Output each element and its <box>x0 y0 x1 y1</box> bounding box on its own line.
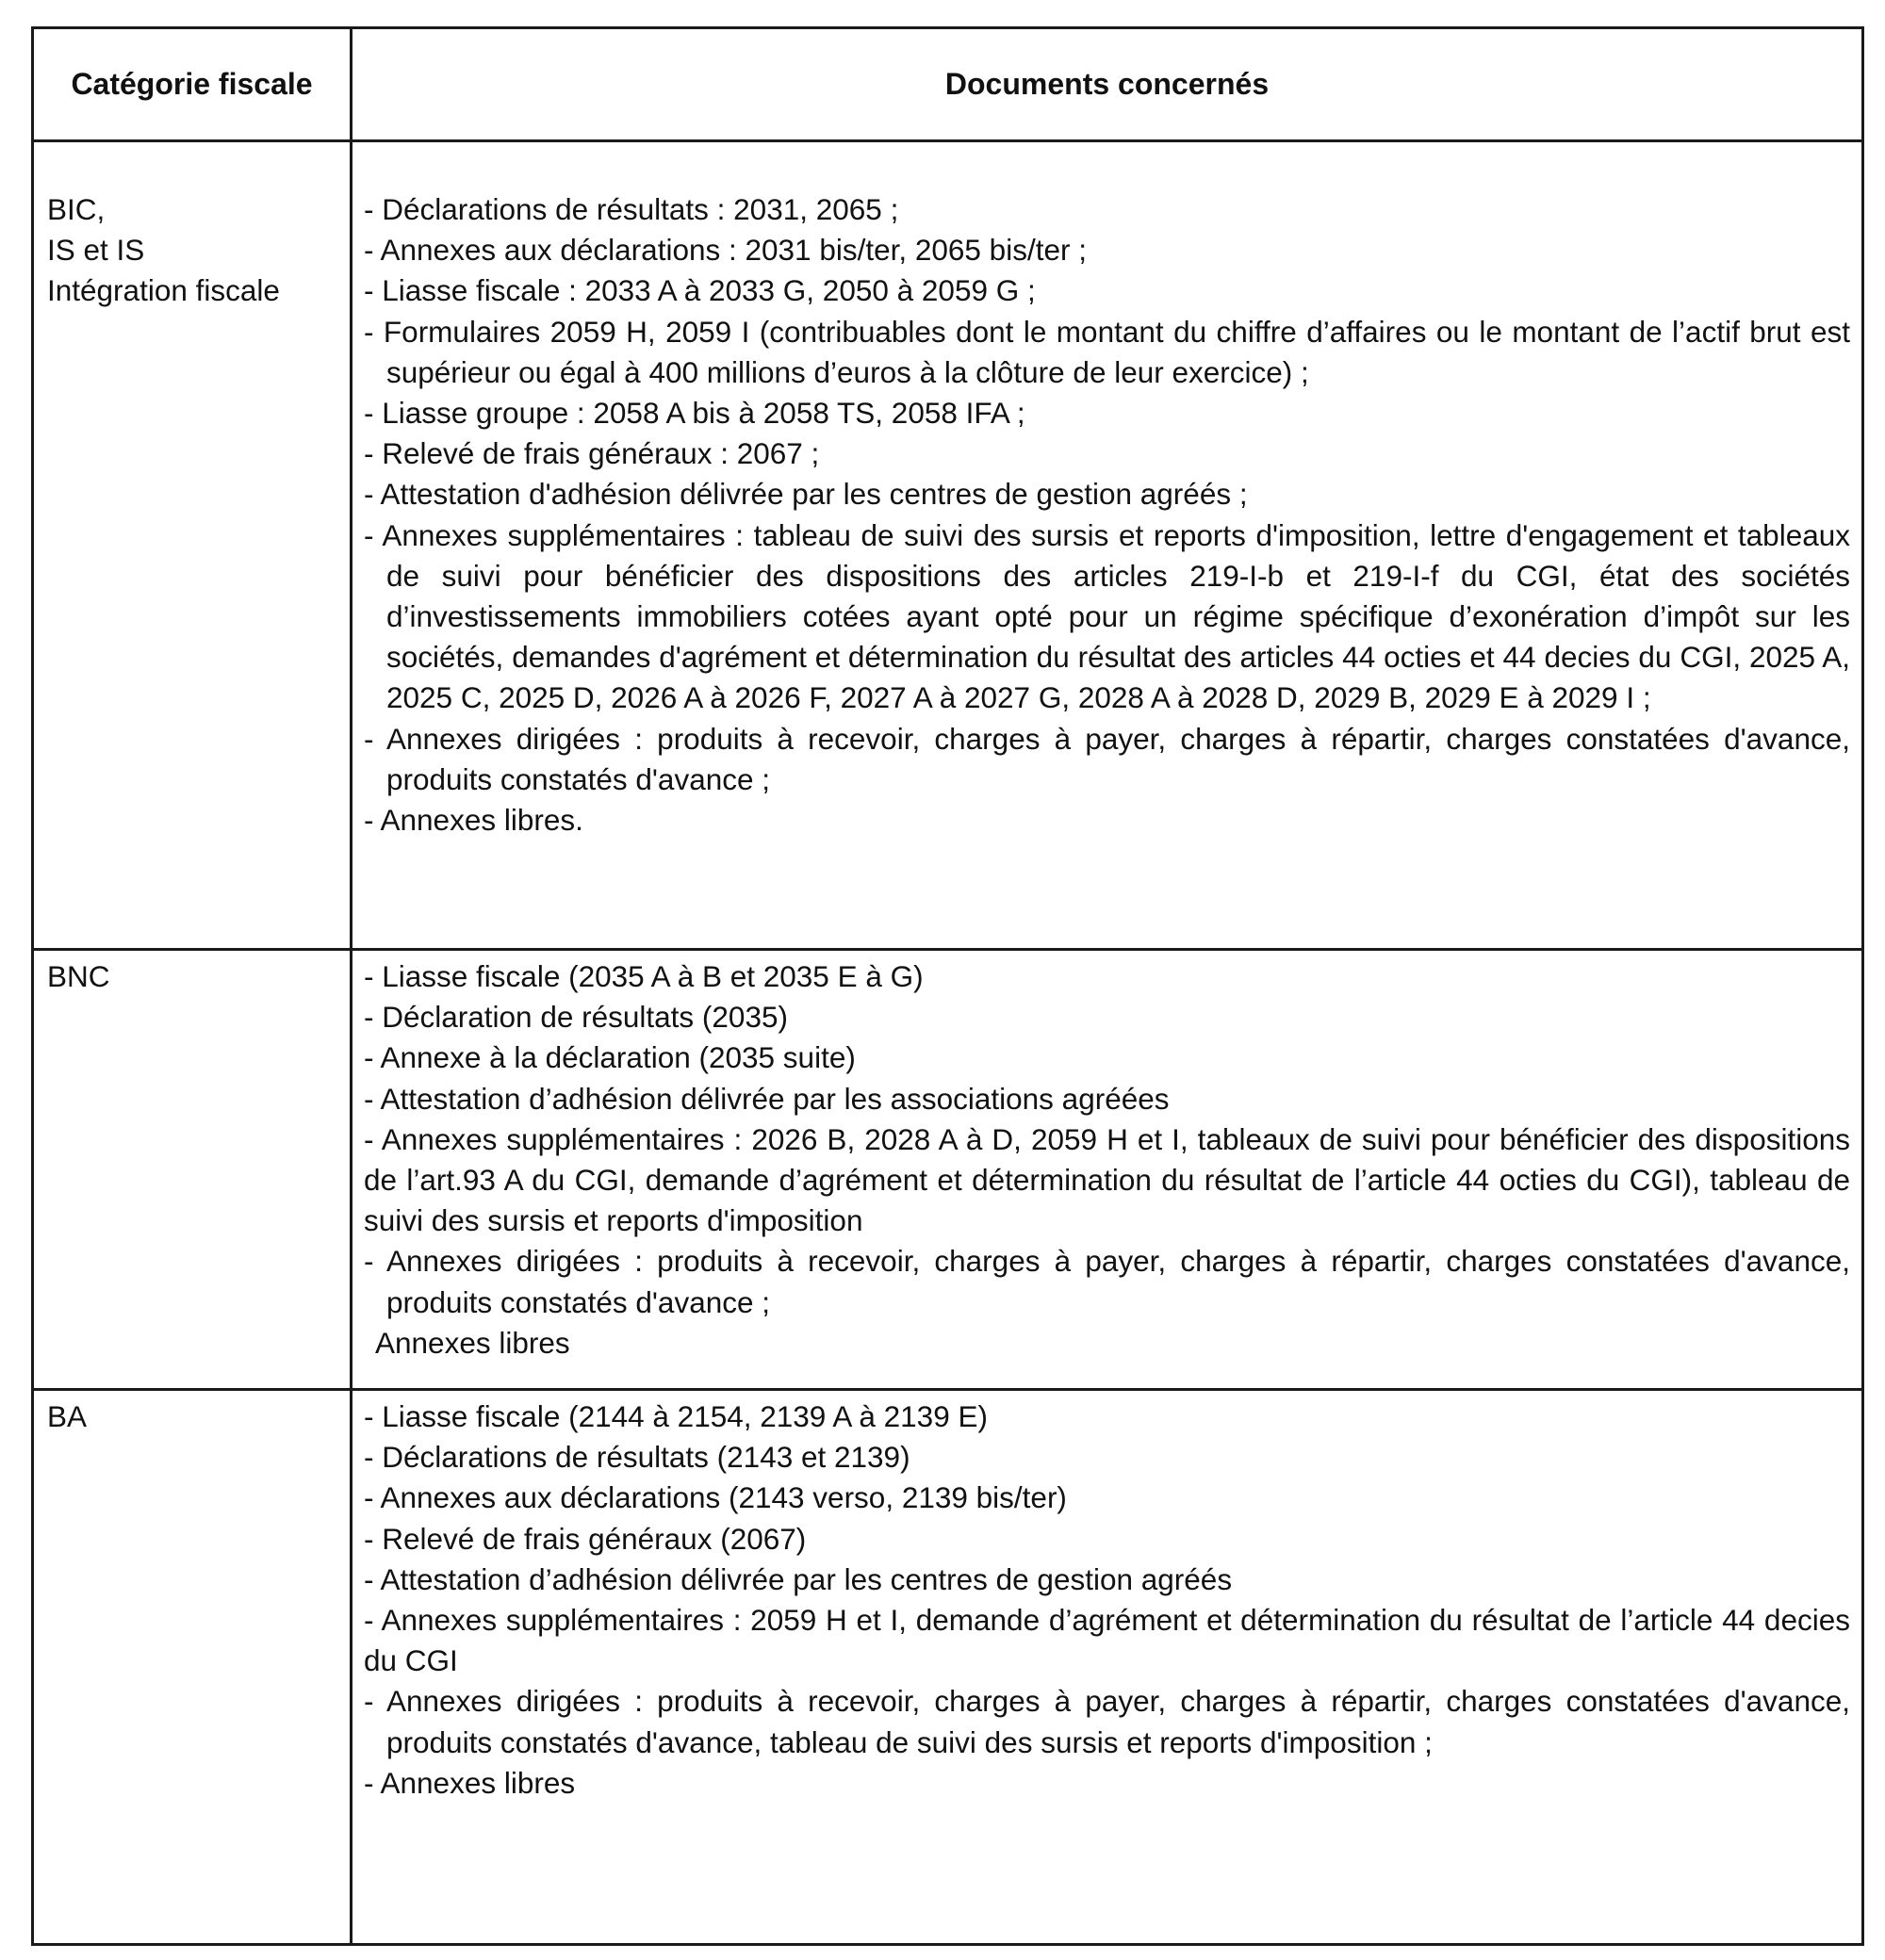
header-documents: Documents concernés <box>352 28 1863 141</box>
document-item: - Attestation d'adhésion délivrée par les centres de gestion agréés ; <box>364 477 1248 512</box>
documents-cell <box>352 950 1863 1390</box>
document-item: - Attestation d’adhésion délivrée par les associations agréées <box>364 1081 1170 1116</box>
document-item: - Déclarations de résultats : 2031, 2065 ; <box>364 192 899 226</box>
category-label: BIC, <box>47 192 106 226</box>
document-item: - Déclaration de résultats (2035) <box>364 1000 788 1035</box>
table-header-row <box>33 28 1863 141</box>
category-label: IS et IS <box>47 233 145 268</box>
document-item: - Annexes dirigées : produits à recevoir, charges à payer, charges à répartir, charges constatées d'avance, produits constatés d'avance ; <box>364 1244 1850 1319</box>
document-item: - Liasse fiscale (2035 A à B et 2035 E à G) <box>364 959 924 993</box>
document-item: - Annexes aux déclarations : 2031 bis/ter, 2065 bis/ter ; <box>364 233 1087 268</box>
document-item: - Annexes supplémentaires : 2059 H et I, demande d’agrément et détermination du résultat de l’article 44 decies du CGI <box>364 1603 1850 1678</box>
category-label: Intégration fiscale <box>47 273 280 308</box>
document-item: - Annexe à la déclaration (2035 suite) <box>364 1040 856 1075</box>
table-row-bic-is <box>33 141 1863 950</box>
table-row-ba <box>33 1390 1863 1945</box>
category-label: BNC <box>47 959 110 993</box>
document-item: - Formulaires 2059 H, 2059 I (contribuables dont le montant du chiffre d’affaires ou le montant de l’actif brut est supérieur ou égal à 400 millions d’euros à la clôture de leur exercice) ; <box>364 314 1850 389</box>
document-item: Annexes libres <box>375 1325 570 1360</box>
document-item: - Annexes supplémentaires : tableau de suivi des sursis et reports d'imposition, lettre d'engagement et tableaux de suivi pour bénéficier des dispositions des articles 219-I-b et 219-I-f du CGI, état des sociétés d’investissements immobiliers cotées ayant opté pour un régime spécifique d’exonération d’impôt sur les sociétés, demandes d'agrément et détermination du résultat des articles 44 octies et 44 decies du CGI, 2025 A, 2025 C, 2025 D, 2026 A à 2026 F, 2027 A à 2027 G, 2028 A à 2028 D, 2029 B, 2029 E à 2029 I ; <box>364 517 1850 715</box>
document-item: - Relevé de frais généraux : 2067 ; <box>364 436 820 471</box>
document-item: - Liasse fiscale (2144 à 2154, 2139 A à 2139 E) <box>364 1399 988 1433</box>
document-item: - Annexes libres. <box>364 803 583 838</box>
document-item: - Annexes dirigées : produits à recevoir, charges à payer, charges à répartir, charges constatées d'avance, produits constatés d'avance, tableau de suivi des sursis et reports d'imposition ; <box>364 1684 1850 1759</box>
document-item: - Annexes libres <box>364 1765 576 1800</box>
header-category: Catégorie fiscale <box>33 28 352 141</box>
category-cell <box>33 141 352 950</box>
document-item: - Liasse fiscale : 2033 A à 2033 G, 2050 à 2059 G ; <box>364 273 1036 308</box>
document-item: - Relevé de frais généraux (2067) <box>364 1521 807 1556</box>
fiscal-documents-table <box>31 26 1864 1946</box>
category-label: BA <box>47 1399 88 1433</box>
category-cell <box>33 950 352 1390</box>
table-row-bnc <box>33 950 1863 1390</box>
documents-cell <box>352 141 1863 950</box>
document-item: - Annexes dirigées : produits à recevoir, charges à payer, charges à répartir, charges constatées d'avance, produits constatés d'avance ; <box>364 721 1850 796</box>
document-item: - Déclarations de résultats (2143 et 2139) <box>364 1440 910 1475</box>
documents-cell <box>352 1390 1863 1945</box>
document-item: - Attestation d’adhésion délivrée par les centres de gestion agréés <box>364 1561 1233 1596</box>
category-cell <box>33 1390 352 1945</box>
document-item: - Annexes aux déclarations (2143 verso, 2139 bis/ter) <box>364 1480 1067 1515</box>
document-item: - Annexes supplémentaires : 2026 B, 2028 A à D, 2059 H et I, tableaux de suivi pour bénéficier des dispositions de l’art.93 A du CGI, demande d’agrément et détermination du résultat de l’article 44 octies du CGI), tableau de suivi des sursis et reports d'imposition <box>364 1121 1850 1238</box>
document-item: - Liasse groupe : 2058 A bis à 2058 TS, 2058 IFA ; <box>364 396 1025 431</box>
